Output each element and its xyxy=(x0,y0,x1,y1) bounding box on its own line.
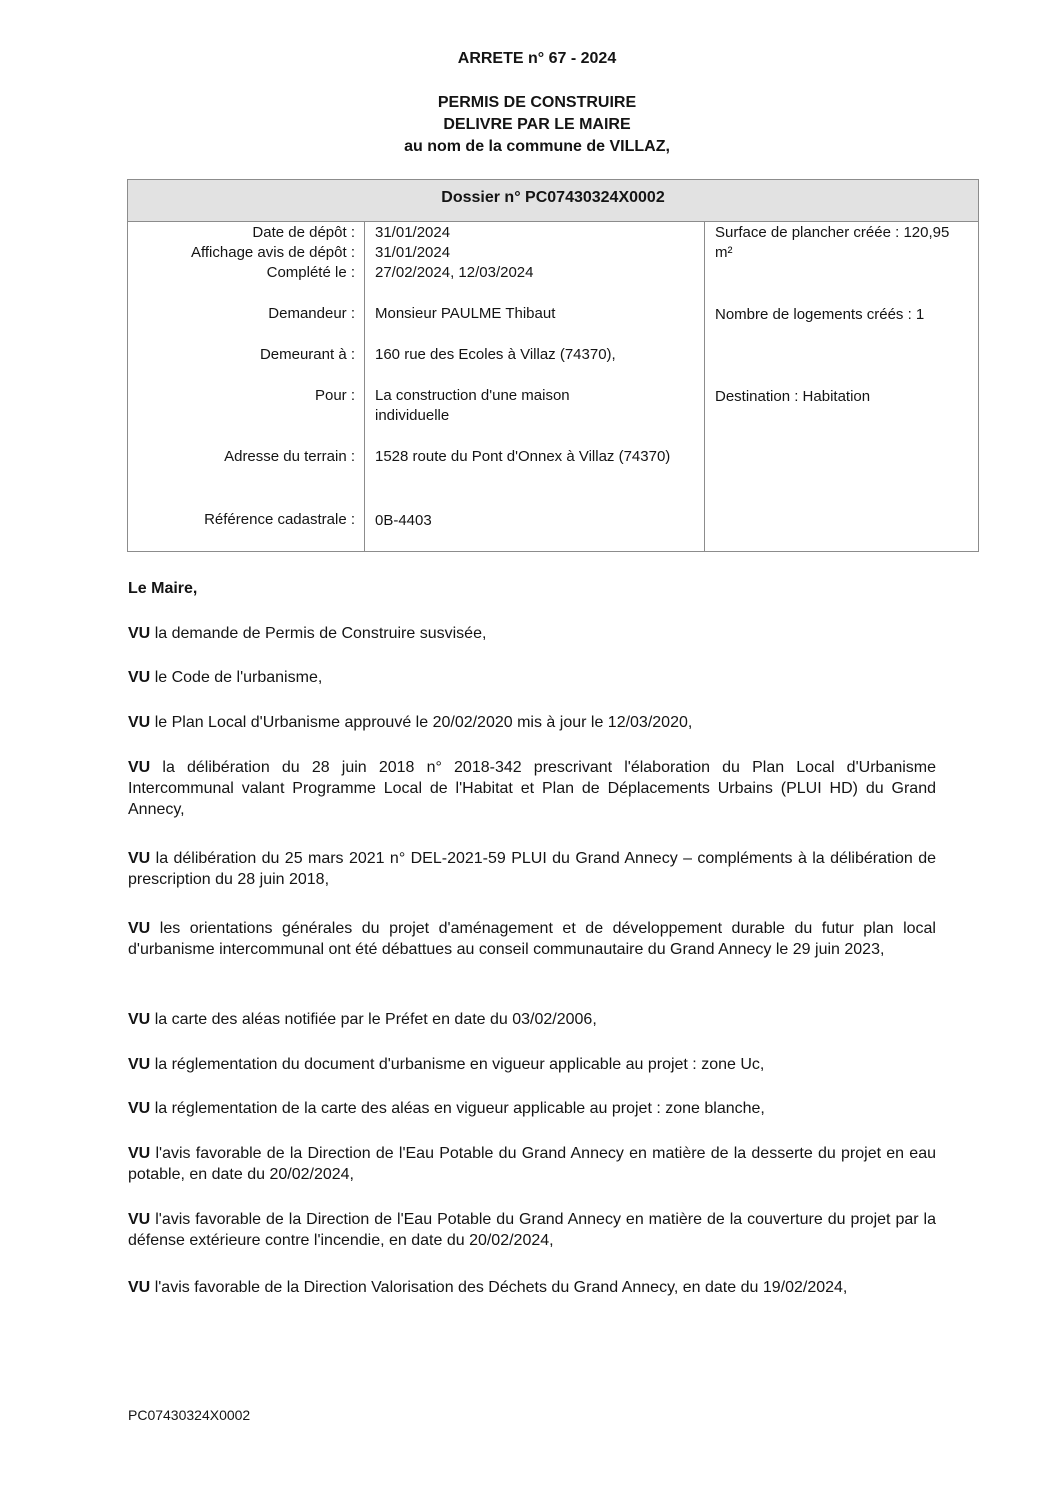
nombre-logements: Nombre de logements créés : 1 xyxy=(715,306,925,323)
vu-keyword: VU xyxy=(128,1279,151,1296)
vu-keyword: VU xyxy=(128,669,151,686)
vu-clause xyxy=(128,623,936,644)
clause-text: la délibération du 28 juin 2018 n° 2018-342 prescrivant l'élaboration du Plan Local d'Urbanisme Intercommunal valant Programme Local de l'Habitat et Plan de Déplacements Urbains (PLUI HD) du Grand Annecy, xyxy=(128,759,936,818)
arrete-title: ARRETE n° 67 - 2024 xyxy=(457,50,617,67)
vu-keyword: VU xyxy=(128,920,151,937)
clause-text: la réglementation du document d'urbanisme en vigueur applicable au projet : zone Uc, xyxy=(154,1056,765,1073)
vu-keyword: VU xyxy=(128,1056,151,1073)
le-maire: Le Maire, xyxy=(128,580,198,597)
vu-clause xyxy=(128,712,936,733)
value-date-depot: 31/01/2024 xyxy=(375,224,451,241)
label-reference-cadastrale: Référence cadastrale : xyxy=(204,511,355,528)
label-demeurant: Demeurant à : xyxy=(259,346,355,363)
clause-text: le Plan Local d'Urbanisme approuvé le 20/02/2020 mis à jour le 12/03/2020, xyxy=(154,714,693,731)
value-adresse-terrain: 1528 route du Pont d'Onnex à Villaz (74370) xyxy=(375,448,671,465)
vu-clause xyxy=(128,757,936,820)
label-adresse-terrain: Adresse du terrain : xyxy=(224,448,355,465)
vu-clause xyxy=(128,1098,936,1119)
value-pour: La construction d'une maison individuelle xyxy=(375,387,570,424)
value-reference-cadastrale: 0B-4403 xyxy=(375,512,432,529)
vu-keyword: VU xyxy=(128,1211,151,1228)
vu-keyword: VU xyxy=(128,759,151,776)
value-demandeur: Monsieur PAULME Thibaut xyxy=(375,305,556,322)
vu-clause xyxy=(128,1009,936,1030)
permit-heading-line3: au nom de la commune de VILLAZ, xyxy=(404,138,670,155)
vu-clause xyxy=(128,667,936,688)
vu-clause xyxy=(128,918,936,960)
vu-keyword: VU xyxy=(128,1100,151,1117)
clause-text: les orientations générales du projet d'aménagement et de développement durable du futur plan local d'urbanisme intercommunal ont été débattues au conseil communautaire du Grand Annecy le 29 juin 2023, xyxy=(128,920,936,958)
value-complete: 27/02/2024, 12/03/2024 xyxy=(375,264,534,281)
vu-clause xyxy=(128,1209,936,1251)
permit-heading-line2: DELIVRE PAR LE MAIRE xyxy=(443,116,631,133)
clause-text: la carte des aléas notifiée par le Préfet en date du 03/02/2006, xyxy=(154,1011,597,1028)
vu-keyword: VU xyxy=(128,625,151,642)
dossier-table xyxy=(127,179,979,552)
vu-clause xyxy=(128,1143,936,1185)
column-divider xyxy=(704,222,705,551)
vu-keyword: VU xyxy=(128,850,151,867)
column-divider xyxy=(364,222,365,551)
surface-plancher: Surface de plancher créée : 120,95 m² xyxy=(715,224,950,261)
label-date-depot: Date de dépôt : xyxy=(252,224,355,241)
vu-clause xyxy=(128,1054,936,1075)
label-affichage: Affichage avis de dépôt : xyxy=(190,244,355,261)
label-demandeur: Demandeur : xyxy=(268,305,355,322)
clause-text: le Code de l'urbanisme, xyxy=(154,669,323,686)
vu-clause xyxy=(128,848,936,890)
vu-keyword: VU xyxy=(128,1145,151,1162)
value-demeurant: 160 rue des Ecoles à Villaz (74370), xyxy=(375,346,616,363)
dossier-number: Dossier n° PC07430324X0002 xyxy=(128,180,978,222)
label-pour: Pour : xyxy=(314,387,355,404)
value-affichage: 31/01/2024 xyxy=(375,244,451,261)
destination: Destination : Habitation xyxy=(715,388,871,405)
footer-dossier-reference: PC07430324X0002 xyxy=(128,1407,251,1423)
clause-text: la délibération du 25 mars 2021 n° DEL-2021-59 PLUI du Grand Annecy – compléments à la délibération de prescription du 28 juin 2018, xyxy=(128,850,937,888)
clause-text: l'avis favorable de la Direction de l'Eau Potable du Grand Annecy en matière de la desserte du projet en eau potable, en date du 20/02/2024, xyxy=(128,1145,936,1183)
permit-heading-line1: PERMIS DE CONSTRUIRE xyxy=(437,94,637,111)
clause-text: l'avis favorable de la Direction de l'Eau Potable du Grand Annecy en matière de la couverture du projet par la défense extérieure contre l'incendie, en date du 20/02/2024, xyxy=(128,1211,936,1249)
clause-text: la réglementation de la carte des aléas en vigueur applicable au projet : zone blanche, xyxy=(154,1100,765,1117)
label-complete: Complété le : xyxy=(266,264,355,281)
clause-text: la demande de Permis de Construire susvisée, xyxy=(154,625,487,642)
clause-text: l'avis favorable de la Direction Valorisation des Déchets du Grand Annecy, en date du 19/02/2024, xyxy=(154,1279,848,1296)
vu-clause xyxy=(128,1277,936,1298)
vu-keyword: VU xyxy=(128,714,151,731)
vu-keyword: VU xyxy=(128,1011,151,1028)
